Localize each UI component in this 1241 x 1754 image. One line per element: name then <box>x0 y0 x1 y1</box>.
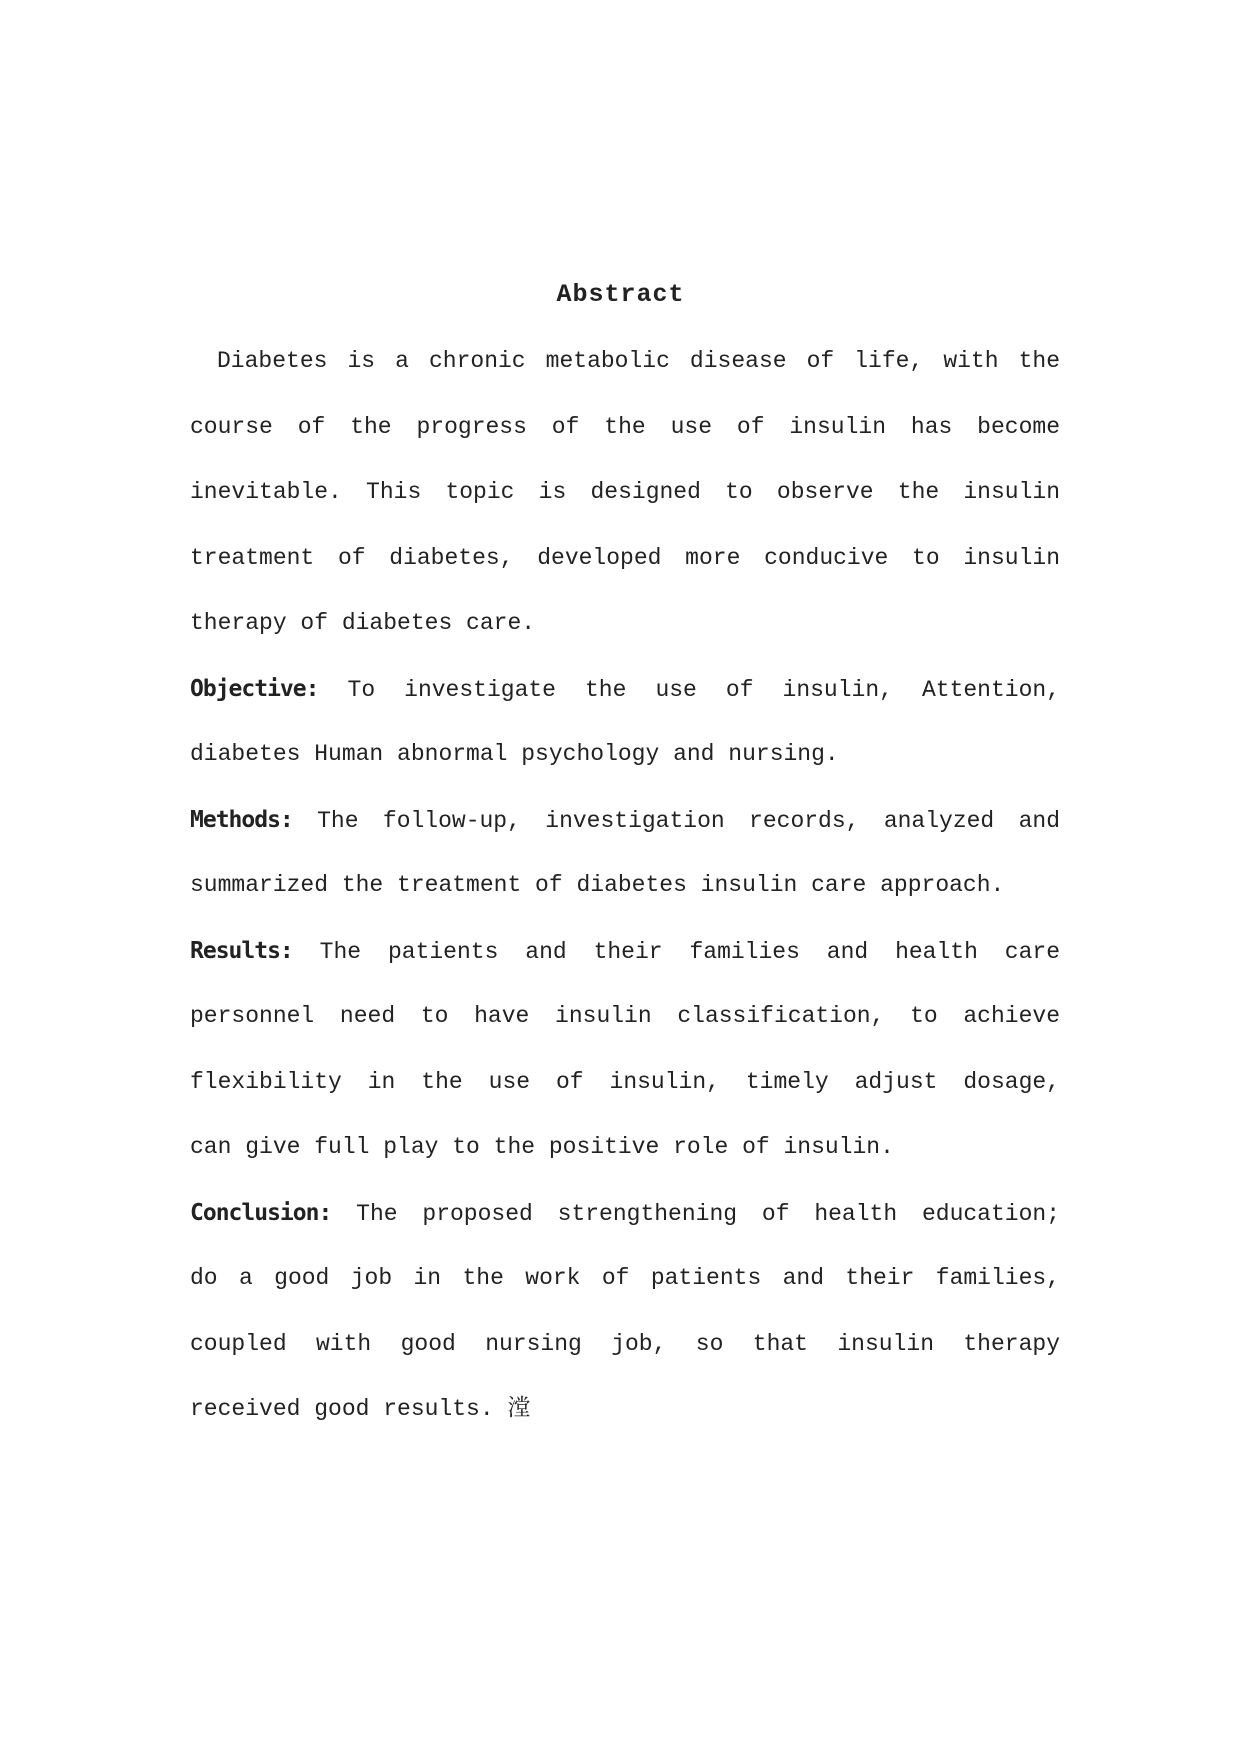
methods-line <box>190 802 1060 868</box>
results-label: Results: <box>190 937 293 964</box>
intro-line: Diabetes is a chronic metabolic disease of life, with the <box>217 348 1060 374</box>
intro-line: course of the progress of the use of insulin has become <box>190 413 1060 440</box>
intro-line: inevitable. This topic is designed to observe the insulin <box>190 479 1060 505</box>
results-line <box>190 933 1060 999</box>
objective-text: To investigate the use of insulin, Attention, <box>318 676 1060 703</box>
methods-text: The follow-up, investigation records, analyzed and <box>292 807 1060 834</box>
intro-line: treatment of diabetes, developed more conducive to insulin <box>190 544 1060 571</box>
results-line: can give full play to the positive role of insulin. <box>190 1134 894 1160</box>
abstract-title: Abstract <box>556 280 685 309</box>
objective-line <box>190 671 1060 737</box>
conclusion-line: do a good job in the work of patients and their families, <box>190 1265 1060 1291</box>
abstract-body <box>190 343 1060 1457</box>
conclusion-line: received good results. 漟 <box>190 1396 531 1422</box>
conclusion-text: The proposed strengthening of health education; <box>331 1200 1060 1227</box>
conclusion-line <box>190 1195 1060 1261</box>
methods-line: summarized the treatment of diabetes insulin care approach. <box>190 872 1005 898</box>
results-line: flexibility in the use of insulin, timely adjust dosage, <box>190 1068 1060 1095</box>
methods-label: Methods: <box>190 806 293 833</box>
conclusion-line: coupled with good nursing job, so that insulin therapy <box>190 1330 1060 1357</box>
results-text: The patients and their families and health care <box>292 938 1060 965</box>
objective-label: Objective: <box>190 675 319 702</box>
conclusion-label: Conclusion: <box>190 1199 332 1226</box>
intro-line: therapy of diabetes care. <box>190 610 536 636</box>
objective-line: diabetes Human abnormal psychology and nursing. <box>190 741 839 767</box>
results-line: personnel need to have insulin classification, to achieve <box>190 1003 1060 1029</box>
